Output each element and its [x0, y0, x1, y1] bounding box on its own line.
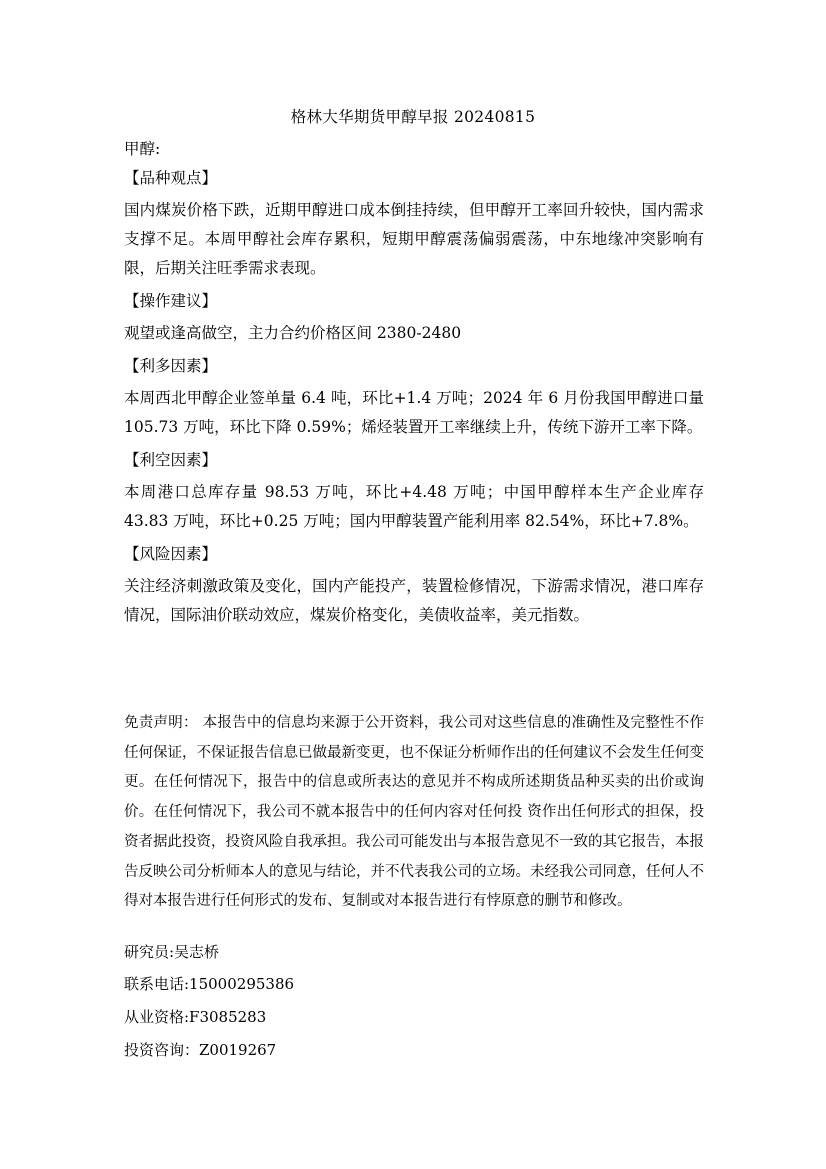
- bearish-heading: 【利空因素】: [124, 451, 218, 469]
- consulting-number: 投资咨询：Z0019267: [124, 1041, 277, 1059]
- advice-text: 观望或逢高做空，主力合约价格区间 2380-2480: [124, 324, 462, 342]
- researcher-name: 研究员:吴志桥: [124, 943, 220, 961]
- product-label: 甲醇:: [124, 140, 161, 158]
- risk-heading: 【风险因素】: [124, 545, 218, 563]
- bullish-text: 本周西北甲醇企业签单量 6.4 吨，环比+1.4 万吨；2024 年 6 月份我国甲醇进口量 105.73 万吨，环比下降 0.59%；烯烃装置开工率继续上升，传统下游开工率下降。: [124, 389, 704, 436]
- view-heading: 【品种观点】: [124, 169, 218, 187]
- bearish-text: 本周港口总库存量 98.53 万吨，环比+4.48 万吨；中国甲醇样本生产企业库存 43.83 万吨，环比+0.25 万吨；国内甲醇装置产能利用率 82.54%，环比+7.8%。: [124, 483, 704, 530]
- risk-text: 关注经济刺激政策及变化，国内产能投产，装置检修情况，下游需求情况，港口库存情况，国际油价联动效应，煤炭价格变化，美债收益率，美元指数。: [124, 577, 704, 624]
- report-body: [124, 138, 704, 637]
- view-text: 国内煤炭价格下跌，近期甲醇进口成本倒挂持续，但甲醇开工率回升较快，国内需求支撑不足。本周甲醇社会库存累积，短期甲醇震荡偏弱震荡，中东地缘冲突影响有限，后期关注旺季需求表现。: [124, 201, 704, 277]
- report-title: 格林大华期货甲醇早报 20240815: [290, 108, 536, 126]
- contact-phone: 联系电话:15000295386: [124, 975, 295, 993]
- disclaimer: 免责声明： 本报告中的信息均来源于公开资料，我公司对这些信息的准确性及完整性不作任何保证，不保证报告信息已做最新变更，也不保证分析师作出的任何建议不会发生任何变更。在任何情况下，报告中的信息或所表达的意见并不构成所述期货品种买卖的出价或询价。在任何情况下，我公司不就本报告中的任何内容对任何投 资作出任何形式的担保，投资者据此投资，投资风险自我承担。我公司可能发出与本报告意见不一致的其它报告，本报告反映公司分析师本人的意见与结论，并不代表我公司的立场。未经我公司同意，任何人不得对本报告进行任何形式的发布、复制或对本报告进行有悖原意的删节和修改。: [124, 715, 704, 910]
- advice-heading: 【操作建议】: [124, 292, 218, 310]
- qualification-number: 从业资格:F3085283: [124, 1008, 267, 1026]
- bullish-heading: 【利多因素】: [124, 357, 218, 375]
